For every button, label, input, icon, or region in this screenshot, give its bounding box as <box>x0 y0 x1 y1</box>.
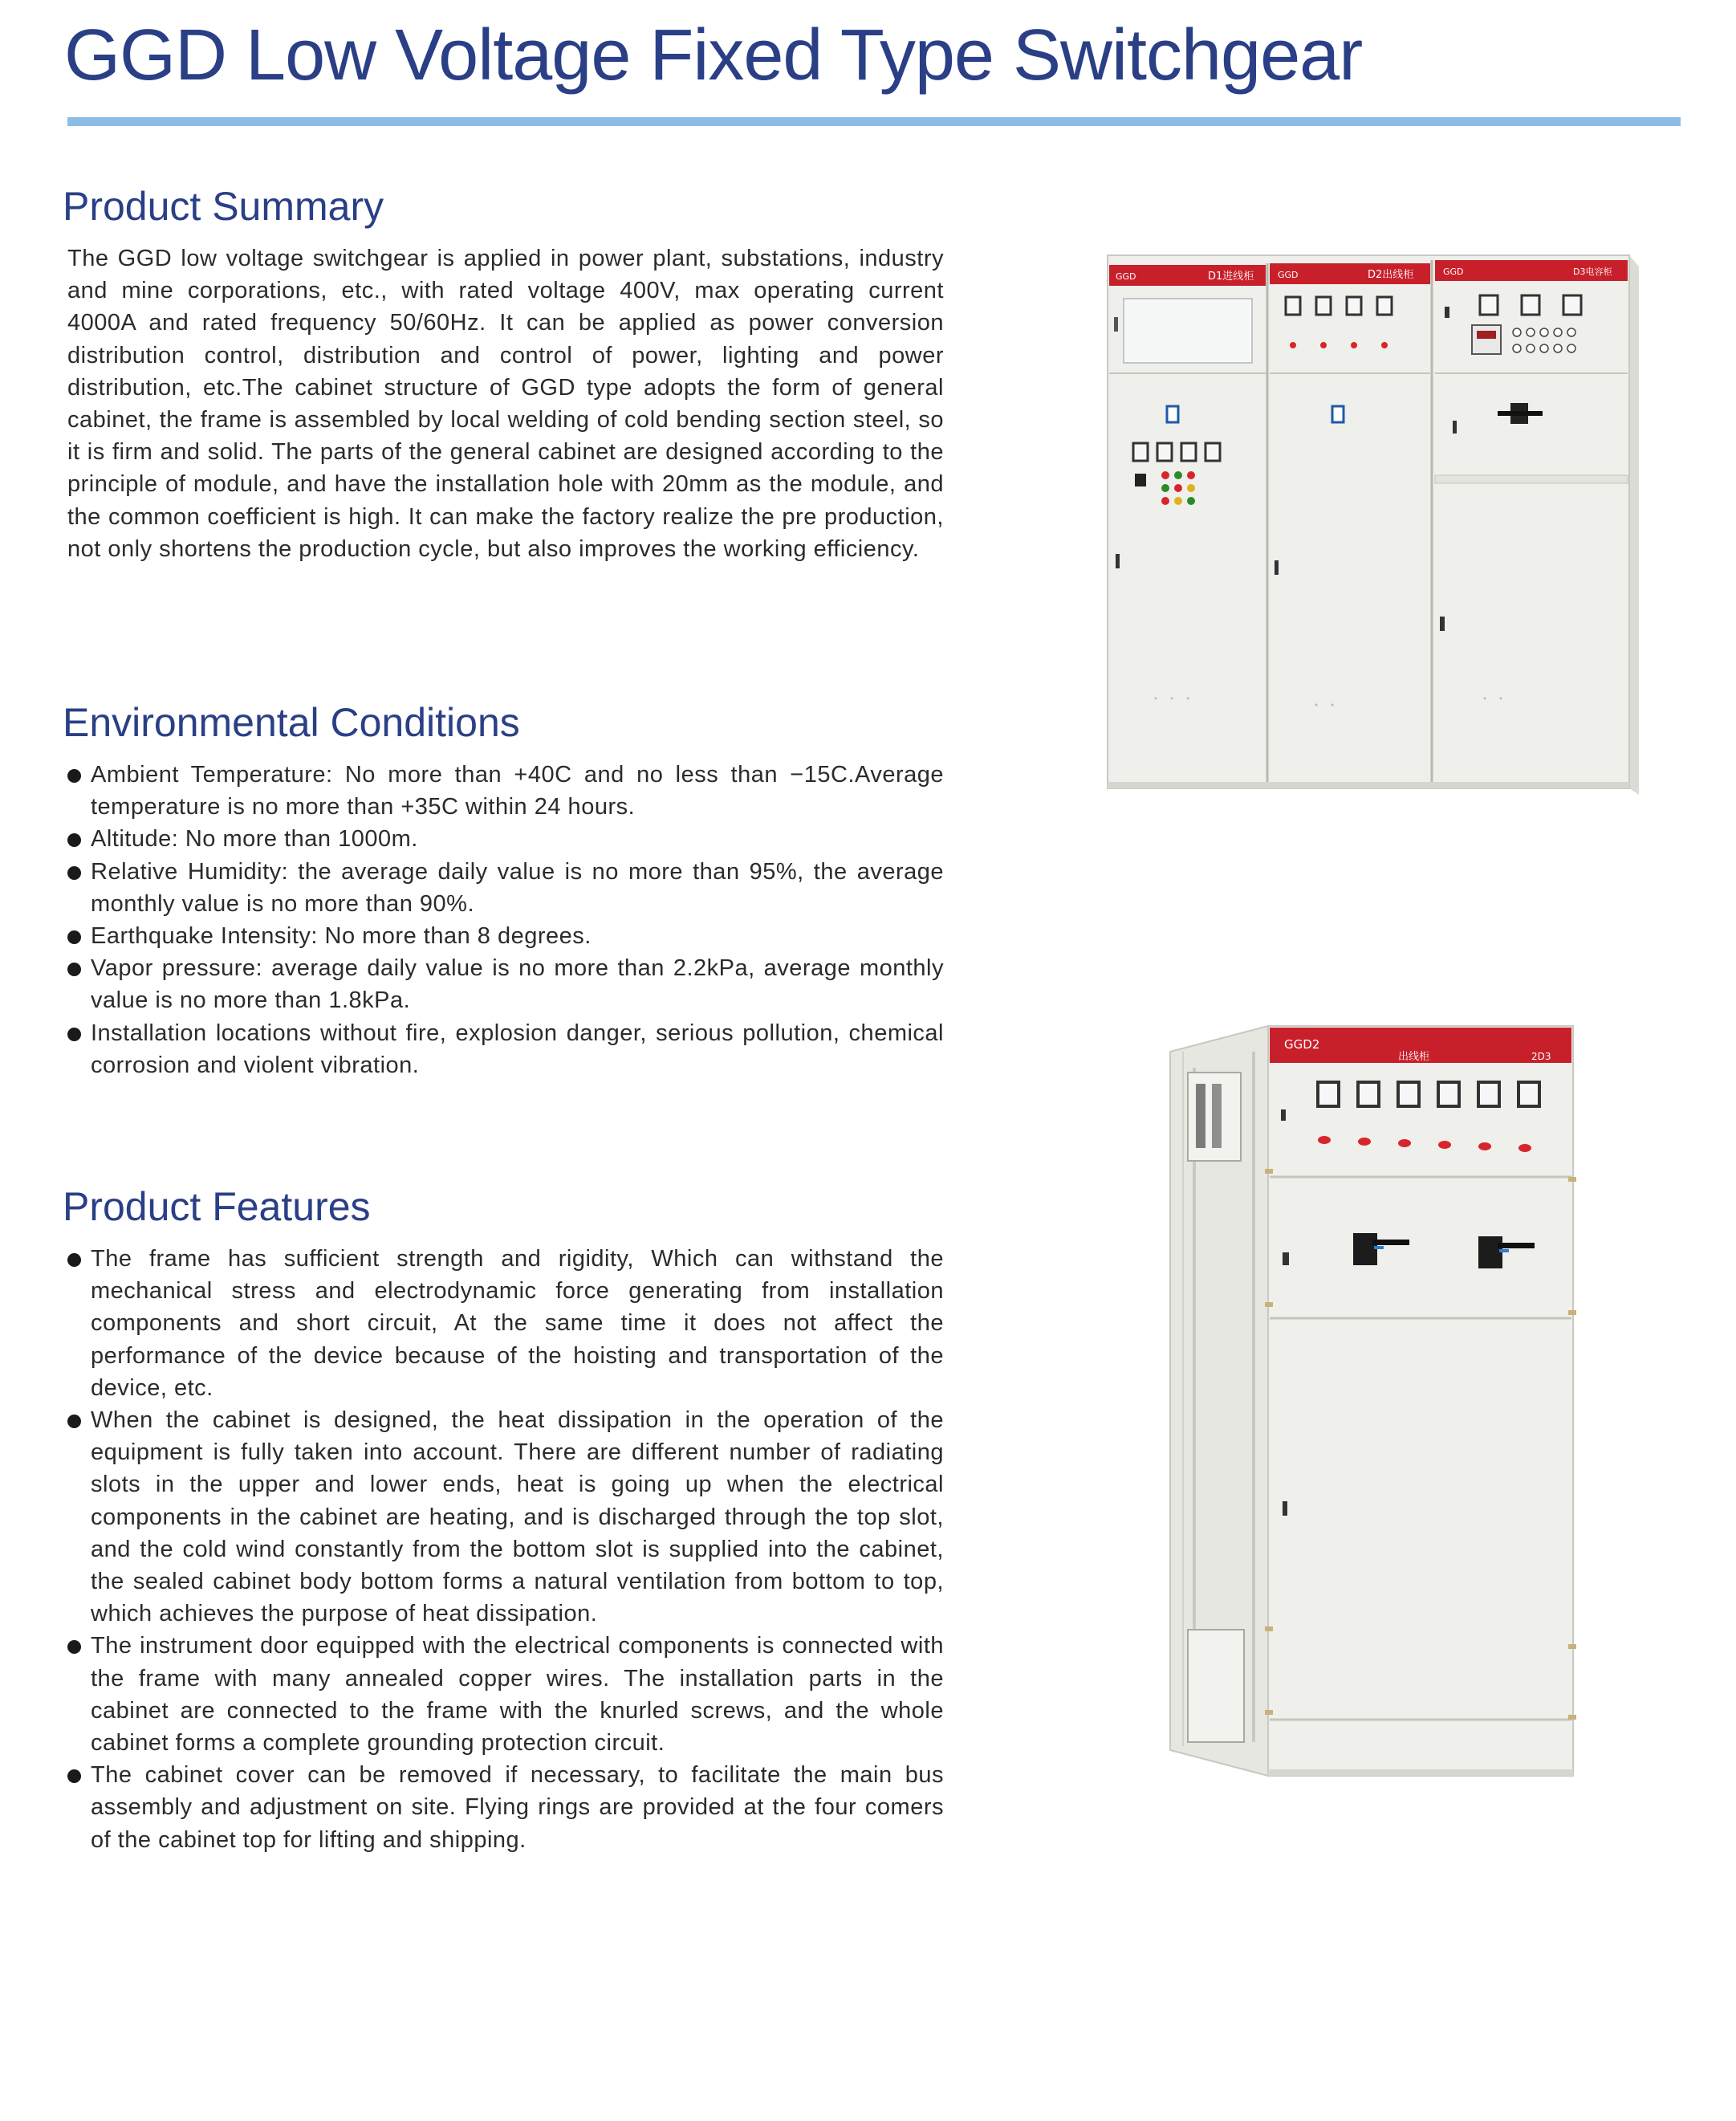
cabinet-label: D1进线柜 <box>1208 271 1254 283</box>
list-item: The frame has sufficient strength and rigidity, Which can withstand the mechanical stress and electrodynamic force generating from installation components and short circuit, At the same time it does not affect the performance of the device because of the hoisting and transportation of the device, etc. <box>67 1243 944 1404</box>
cabinet-label: GGD <box>1116 271 1136 282</box>
bullet-icon <box>67 769 81 783</box>
list-item: Vapor pressure: average daily value is no more than 2.2kPa, average monthly value is no more than 1.8kPa. <box>67 952 944 1016</box>
title-divider <box>67 117 1681 126</box>
list-item: Relative Humidity: the average daily value is no more than 95%, the average monthly value is no more than 90%. <box>67 856 944 920</box>
list-item: The cabinet cover can be removed if necessary, to facilitate the main bus assembly and adjustment on site. Flying rings are provided at the four comers of the cabinet top for lifting and shipping. <box>67 1759 944 1856</box>
summary-paragraph: The GGD low voltage switchgear is applied in power plant, substations, industry and mine corporations, etc., with rated voltage 400V, max operating current 4000A and rated frequency 50/60Hz. It can be applied as power conversion distribution control, distribution and control of power, lighting and power distribution, etc.The cabinet structure of GGD type adopts the form of general cabinet, the frame is assembled by local welding of cold bending section steel, so it is firm and solid. The parts of the general cabinet are designed according to the principle of module, and have the installation hole with 20mm as the module, and the common coefficient is high. It can make the factory realize the pre production, not only shortens the production cycle, but also improves the working efficiency. <box>67 246 944 562</box>
bullet-icon <box>67 1640 81 1654</box>
environment-heading: Environmental Conditions <box>63 700 520 745</box>
list-item: The instrument door equipped with the electrical components is connected with the frame with many annealed copper wires. The installation parts in the cabinet are connected to the frame with the knurled screws, and the whole cabinet forms a complete grounding protection circuit. <box>67 1630 944 1759</box>
features-list <box>67 1243 944 1856</box>
bullet-icon <box>67 833 81 847</box>
page-title: GGD Low Voltage Fixed Type Switchgear <box>64 15 1363 96</box>
bullet-icon <box>67 963 81 976</box>
features-heading: Product Features <box>63 1184 371 1229</box>
list-item: When the cabinet is designed, the heat dissipation in the operation of the equipment is fully taken into account. There are different number of radiating slots in the upper and lower ends, heat is going up when the electrical components in the cabinet are heating, and is discharged through the top slot, and the cold wind constantly from the bottom slot is supplied into the cabinet, the sealed cabinet body bottom forms a natural ventilation from bottom to top, which achieves the purpose of heat dissipation. <box>67 1404 944 1630</box>
list-item: Ambient Temperature: No more than +40C and no less than −15C.Average temperature is no more than +35C within 24 hours. <box>67 759 944 823</box>
bullet-icon <box>67 866 81 880</box>
list-item: Altitude: No more than 1000m. <box>67 823 944 855</box>
bullet-icon <box>67 1028 81 1041</box>
switchgear-three-cabinet-image <box>1100 249 1645 803</box>
cabinet-label: D3电容柜 <box>1573 267 1612 277</box>
environment-list <box>67 759 944 1081</box>
cabinet-label: GGD2 <box>1284 1037 1320 1052</box>
cabinet-label: 出线柜 <box>1398 1051 1430 1063</box>
summary-heading: Product Summary <box>63 184 384 229</box>
list-item: Installation locations without fire, explosion danger, serious pollution, chemical corrosion and violent vibration. <box>67 1017 944 1081</box>
bullet-icon <box>67 1415 81 1428</box>
cabinet-label: D2出线柜 <box>1368 269 1414 281</box>
cabinet-label: GGD <box>1443 267 1464 277</box>
bullet-icon <box>67 1253 81 1267</box>
bullet-icon <box>67 1769 81 1783</box>
list-item: Earthquake Intensity: No more than 8 degrees. <box>67 920 944 952</box>
switchgear-single-cabinet-image <box>1164 1020 1581 1782</box>
cabinet-label: 2D3 <box>1531 1051 1551 1062</box>
bullet-icon <box>67 930 81 944</box>
cabinet-label: GGD <box>1278 270 1299 280</box>
